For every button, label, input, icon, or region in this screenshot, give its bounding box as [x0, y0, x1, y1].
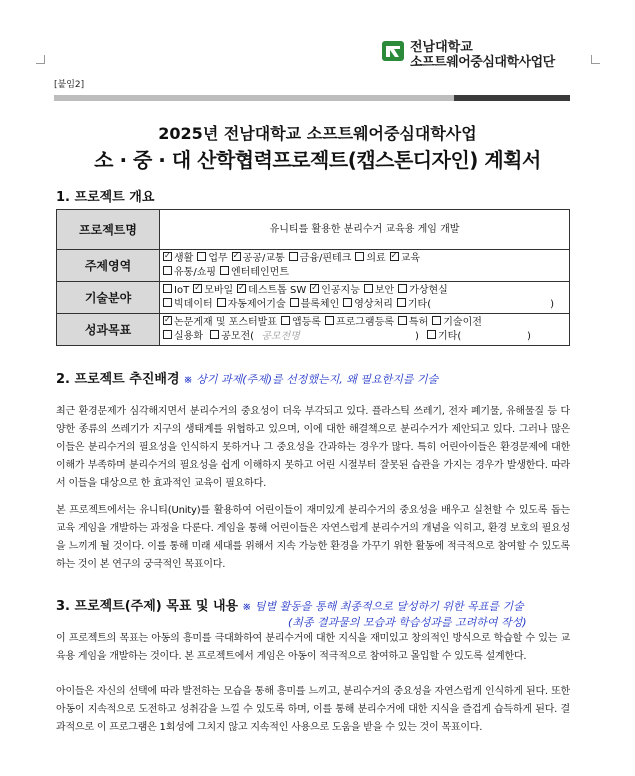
topic-checkbox[interactable] — [197, 252, 206, 261]
section3-paragraph1: 이 프로젝트의 목표는 아동의 흥미를 극대화하여 분리수거에 대한 지식을 재미있고 창의적인 방식으로 학습할 수 있는 교육용 게임을 개발하는 것이다. 본 프로젝트에서 게임은 아동이 적극적으로 참여하고 몰입할 수 있도록 설계한다. — [56, 633, 570, 662]
outcome-other-label: 기타( — [438, 330, 462, 342]
outcome-option-label: 기술이전 — [443, 316, 482, 328]
tech-checkbox[interactable] — [163, 284, 172, 293]
topic-options-line1 — [163, 252, 566, 266]
table-row — [57, 282, 570, 314]
outcome-contest-label: 공모전( — [221, 330, 255, 342]
corner-mark — [591, 55, 600, 64]
logo-text-line2: 소프트웨어중심대학사업단 — [410, 55, 555, 70]
checkbox-practical[interactable] — [163, 330, 172, 339]
outcome-option-label: 논문게재 및 포스터발표 — [174, 316, 277, 328]
outcome-checkbox[interactable] — [281, 316, 290, 325]
topic-checkbox[interactable] — [163, 266, 172, 275]
topic-option-label: 교육 — [400, 252, 420, 264]
tech-options — [160, 282, 570, 314]
tech-other-close: ) — [550, 298, 554, 310]
outcome-checkbox[interactable] — [163, 316, 172, 325]
project-name-label: 프로젝트명 — [57, 210, 160, 250]
tech-option-label: 보안 — [374, 284, 395, 296]
topic-option-label: 의료 — [366, 252, 386, 264]
section2-paragraph2: 본 프로젝트에서는 유니티(Unity)를 활용하여 어린이들이 재미있게 분리수거의 중요성을 배우고 실천할 수 있도록 돕는 교육 게임을 개발하는 과정을 다룬다. 게임을 통해 어린이들은 자연스럽게 분리수거의 개념을 익히고, 환경 보호의 필요성을 느끼게 될 것이다. 이를 통해 미래 세대를 위해서 지속 가능한 환경을 가꾸기 위한 활동에 적극적으로 참여할 수 있도록 하는 것이 본 연구의 궁극적인 목표이다. — [56, 505, 570, 570]
topic-option-label: 금융/핀테크 — [299, 252, 352, 264]
document-title-line2: 소 · 중 · 대 산학협력프로젝트(캡스톤디자인) 계획서 — [94, 148, 541, 172]
other-close: ) — [527, 330, 531, 342]
section3-note1: ※ 팀별 활동을 통해 최종적으로 달성하기 위한 목표를 기술 — [242, 600, 524, 613]
tech-option-label: 자동제어기술 — [227, 298, 286, 310]
tech-option-label: IoT — [174, 284, 190, 296]
outcome-option-label: 앱등록 — [291, 316, 321, 328]
tech-checkbox[interactable] — [364, 284, 373, 293]
attachment-label: [붙임2] — [54, 80, 85, 90]
section2-heading — [56, 368, 438, 387]
topic-option-label: 공공/교통 — [242, 252, 285, 264]
topic-label: 주제영역 — [57, 250, 160, 282]
tech-checkbox[interactable] — [343, 298, 352, 307]
tech-option-label: 모바일 — [204, 284, 234, 296]
tech-option-label: 영상처리 — [354, 298, 393, 310]
tech-option-label: 빅데이터 — [174, 298, 213, 310]
topic-checkbox[interactable] — [163, 252, 172, 261]
topic-checkbox[interactable] — [289, 252, 298, 261]
topic-checkbox[interactable] — [220, 266, 229, 275]
tech-checkbox[interactable] — [290, 298, 299, 307]
tech-options-line2-items — [163, 299, 431, 310]
tech-option-label: 블록체인 — [300, 298, 340, 310]
section3-paragraph2: 아이들은 자신의 선택에 따라 발전하는 모습을 통해 흥미를 느끼고, 분리수거의 중요성을 자연스럽게 인식하게 된다. 또한 아동이 지속적으로 도전하고 성취감을 느낄 수 있도록 하며, 이를 통해 분리수거에 대한 지식을 즐겁게 습득하게 된다. 결과적으로 이 프로그램은 1회성에 그치지 않고 지속적인 사용으로 도움을 받을 수 있는 것이 목표이다. — [56, 686, 570, 733]
outcome-option-label: 특허 — [408, 316, 429, 328]
tech-checkbox[interactable] — [217, 298, 226, 307]
topic-checkbox[interactable] — [390, 252, 399, 261]
topic-option-label: 생활 — [174, 252, 194, 264]
contest-name-placeholder[interactable]: 공모전명 — [261, 330, 300, 342]
outcome-option-label: 프로그램등록 — [335, 316, 394, 328]
topic-checkbox[interactable] — [355, 252, 364, 261]
topic-option-label: 업무 — [208, 252, 228, 264]
university-logo — [380, 36, 590, 70]
topic-options — [160, 250, 570, 282]
tech-option-label: 기타( — [407, 298, 432, 310]
tech-checkbox[interactable] — [398, 284, 407, 293]
table-row — [57, 250, 570, 282]
header-bar-dark — [454, 95, 570, 101]
section3-heading — [56, 595, 524, 614]
topic-option-label: 유통/쇼핑 — [174, 266, 217, 278]
topic-option-label: 엔터테인먼트 — [231, 266, 289, 278]
tech-checkbox[interactable] — [310, 284, 319, 293]
tech-options-line2 — [163, 298, 566, 312]
section2-title: 2. 프로젝트 추진배경 — [56, 372, 180, 387]
outcome-label: 성과목표 — [57, 314, 160, 346]
outcome-checkbox[interactable] — [432, 316, 441, 325]
tech-option-label: 가상현실 — [409, 284, 448, 296]
outcome-checkbox[interactable] — [398, 316, 407, 325]
section2-paragraph1: 최근 환경문제가 심각해지면서 분리수거의 중요성이 더욱 부각되고 있다. 플라스틱 쓰레기, 전자 폐기물, 유해물질 등 다양한 종류의 쓰레기가 지구의 생태계를 위협하고 있으며, 이에 대한 해결책으로 분리수거가 제안되고 있다. 그러나 많은 이들은 분리수거의 필요성을 인식하지 못하거나 그 중요성을 간과하는 경우가 많다. 특히 어린아이들은 환경문제에 대한 이해가 부족하며 분리수거의 필요성을 쉽게 이해하지 못하고 어린 시절부터 잘못된 습관을 가지는 경우가 발생한다. 따라서 이들을 대상으로 한 효과적인 교육이 필요하다. — [56, 406, 570, 489]
outcome-practical-label: 실용화 — [174, 330, 203, 342]
checkbox-other[interactable] — [427, 330, 436, 339]
tech-checkbox[interactable] — [397, 298, 406, 307]
tech-label: 기술분야 — [57, 282, 160, 314]
corner-mark — [36, 55, 45, 64]
tech-checkbox[interactable] — [193, 284, 202, 293]
document-title-line1: 2025년 전남대학교 소프트웨어중심대학사업 — [158, 124, 477, 143]
section3-note2: (최종 결과물의 모습과 학습성과를 고려하여 작성) — [288, 616, 527, 629]
table-row — [57, 210, 570, 250]
section1-heading: 1. 프로젝트 개요 — [56, 190, 155, 205]
section2-note: ※ 상기 과제(주제)를 선정했는지, 왜 필요한지를 기술 — [183, 373, 439, 386]
section3-title: 3. 프로젝트(주제) 목표 및 내용 — [56, 599, 239, 614]
university-emblem-icon — [380, 38, 406, 64]
tech-checkbox[interactable] — [163, 298, 172, 307]
tech-checkbox[interactable] — [237, 284, 246, 293]
tech-option-label: 데스트톱 SW — [248, 284, 307, 296]
outcome-options — [160, 314, 570, 346]
outcome-options-line2 — [163, 330, 566, 344]
project-overview-table — [56, 209, 570, 346]
contest-close: ) — [415, 330, 419, 342]
tech-options-line1 — [163, 284, 566, 298]
topic-checkbox[interactable] — [232, 252, 241, 261]
header-bar-gray — [54, 95, 454, 101]
project-name-value: 유니티를 활용한 분리수거 교육용 게임 개발 — [160, 210, 570, 250]
table-row — [57, 314, 570, 346]
tech-option-label: 인공지능 — [321, 284, 360, 296]
outcome-checkbox[interactable] — [325, 316, 334, 325]
checkbox-contest[interactable] — [210, 330, 219, 339]
outcome-options-line1 — [163, 316, 566, 330]
topic-options-line2 — [163, 266, 566, 280]
logo-text-line1: 전남대학교 — [410, 40, 473, 55]
